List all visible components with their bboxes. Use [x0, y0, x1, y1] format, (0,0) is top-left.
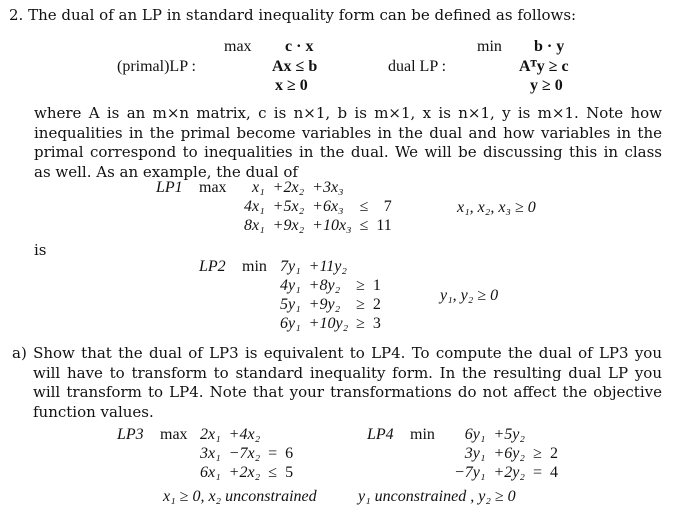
problem-heading: 2. The dual of an LP in standard inequality form can be defined as follows: — [9, 6, 577, 24]
dual-label: dual LP : — [388, 58, 447, 75]
lp4-sense: min — [410, 426, 435, 443]
lp3-bounds: x₁ ≥ 0, x₂ unconstrained — [163, 488, 317, 505]
lp2-row: 6y₁ +10y₂ ≥ 3 — [280, 314, 381, 332]
lp3-row: 3x₁ −7x₂ = 6 — [200, 444, 294, 462]
lp2-row: 5y₁ +9y₂ ≥ 2 — [280, 295, 381, 313]
lp3-label: LP3 — [117, 426, 144, 443]
lp3-row: 6x₁ +2x₂ ≤ 5 — [200, 463, 294, 481]
explanation-paragraph: where A is an m×n matrix, c is n×1, b is m×1, x is n×1, y is m×1. Note how inequalities in the primal become variables in the dual and how variables in the primal correspond to inequalities in the dual. We will be discussing this in class as well. As an example, the dual of — [34, 104, 662, 181]
dual-constraint: Aᵀy ≥ c — [519, 58, 569, 75]
primal-max: max — [224, 38, 252, 55]
lp2-table — [276, 257, 385, 333]
lp4-row: −7y₁ +2y₂ = 4 — [454, 463, 558, 481]
lp4-bounds: y₁ unconstrained , y₂ ≥ 0 — [358, 488, 516, 505]
lp1-row: x₁ +2x₂ +3x₃ — [252, 178, 344, 196]
lp1-row: 8x₁ +9x₂ +10x₃ ≤ 11 — [244, 216, 392, 234]
lp1-sense: max — [199, 179, 227, 196]
primal-nonneg: x ≥ 0 — [275, 77, 308, 94]
lp3-row: 2x₁ +4x₂ — [200, 425, 261, 443]
lp2-row: 7y₁ +11y₂ — [280, 257, 347, 275]
lp4-label: LP4 — [367, 426, 394, 443]
lp2-label: LP2 — [199, 258, 226, 275]
dual-objective: b · y — [534, 38, 565, 55]
lp3-sense: max — [160, 426, 188, 443]
lp3-table — [196, 425, 297, 482]
primal-label: (primal)LP : — [117, 58, 196, 75]
primal-objective: c · x — [285, 38, 314, 55]
lp2-sense: min — [242, 258, 267, 275]
part-a-text: a) Show that the dual of LP3 is equivalent to LP4. To compute the dual of LP3 you will have to transform to standard inequality form. In the resulting dual LP you will transform to LP4. Note that your transformations do not affect the objective function values. — [12, 344, 662, 421]
primal-constraint: Ax ≤ b — [272, 58, 318, 75]
lp1-label: LP1 — [156, 179, 183, 196]
lp4-row: 6y₁ +5y₂ — [464, 425, 525, 443]
lp4-table — [450, 425, 562, 482]
lp1-bounds: x₁, x₂, x₃ ≥ 0 — [457, 199, 536, 216]
dual-nonneg: y ≥ 0 — [530, 77, 563, 94]
is-word: is — [34, 241, 47, 259]
lp1-row: 4x₁ +5x₂ +6x₃ ≤ 7 — [244, 197, 392, 215]
lp2-bounds: y₁, y₂ ≥ 0 — [440, 287, 499, 304]
dual-min: min — [477, 38, 502, 55]
lp2-row: 4y₁ +8y₂ ≥ 1 — [280, 276, 381, 294]
lp4-row: 3y₁ +6y₂ ≥ 2 — [464, 444, 558, 462]
lp1-table — [240, 178, 396, 235]
